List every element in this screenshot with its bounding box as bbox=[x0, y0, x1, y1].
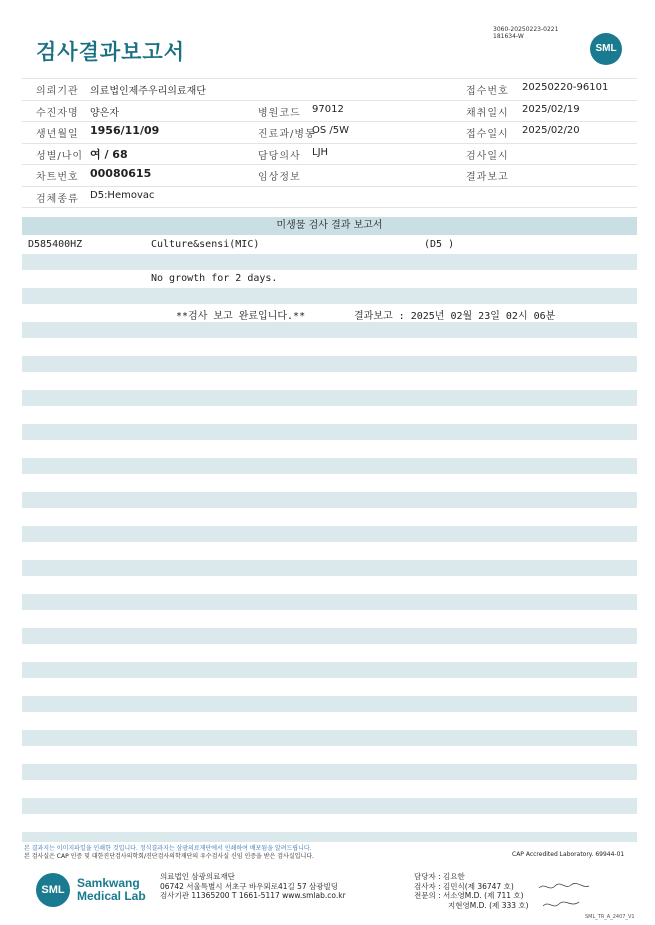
info-value: 97012 bbox=[312, 103, 344, 115]
info-row bbox=[22, 121, 637, 143]
info-label: 접수번호 bbox=[466, 86, 509, 97]
result-text: No growth for 2 days. bbox=[151, 273, 278, 284]
sml-footer-logo-icon: SML bbox=[36, 873, 70, 907]
stripe-row bbox=[22, 696, 637, 712]
info-label: 성별/나이 bbox=[36, 150, 84, 162]
stripe-row bbox=[22, 458, 637, 474]
info-value: 양은자 bbox=[90, 107, 119, 119]
stripe-row bbox=[22, 390, 637, 406]
staff-row bbox=[414, 891, 529, 901]
lab-name bbox=[77, 877, 146, 903]
staff-name: 서소영M.D. (제 711 호) bbox=[443, 891, 524, 900]
info-row bbox=[22, 143, 637, 165]
info-label: 담당의사 bbox=[258, 150, 301, 162]
stripe-row bbox=[22, 764, 637, 780]
info-value: 2025/02/20 bbox=[522, 125, 580, 136]
stripe-row bbox=[22, 492, 637, 508]
stripe-row bbox=[22, 356, 637, 372]
stripe-row bbox=[22, 254, 637, 270]
lab-name-line1: Samkwang bbox=[77, 876, 140, 890]
document-id-line2: 181634-W bbox=[493, 33, 524, 40]
report-title: 검사결과보고서 bbox=[36, 40, 186, 64]
info-label: 의뢰기관 bbox=[36, 86, 79, 97]
staff-name: 김민식(제 36747 호) bbox=[443, 881, 514, 891]
stripe-row bbox=[22, 322, 637, 338]
signature-marks bbox=[537, 880, 593, 914]
test-name: Culture&sensi(MIC) bbox=[151, 239, 260, 250]
document-id-line1: 3060-20250223-0221 bbox=[493, 26, 559, 33]
stripe-row bbox=[22, 288, 637, 304]
info-label: 차트번호 bbox=[36, 172, 79, 183]
info-value: D5:Hemovac bbox=[90, 189, 155, 201]
stripe-row bbox=[22, 662, 637, 678]
info-row bbox=[22, 78, 637, 100]
org-name: 의료법인 삼광의료재단 bbox=[160, 872, 235, 881]
info-label: 채취일시 bbox=[466, 107, 509, 119]
lab-address-block bbox=[160, 872, 346, 901]
info-value: LJH bbox=[312, 146, 329, 158]
contact: 검사기관 11365200 T 1661-5117 www.smlab.co.kr bbox=[160, 891, 346, 900]
staff-role: 담당자 : bbox=[414, 872, 441, 881]
info-value: 00080615 bbox=[90, 167, 152, 180]
stripe-row bbox=[22, 526, 637, 542]
notice-image-print: 본 결과지는 이미지파일을 인쇄한 것입니다. 정식결과지는 삼광의료재단에서 인쇄하여 배포됨을 알려드립니다. bbox=[24, 845, 312, 852]
lab-name-line2: Medical Lab bbox=[77, 889, 146, 903]
signature-2 bbox=[543, 902, 579, 906]
info-value: 20250220-96101 bbox=[522, 82, 609, 93]
staff-role: 전문의 : bbox=[414, 891, 441, 900]
stripe-row bbox=[22, 730, 637, 746]
stripe-row bbox=[22, 628, 637, 644]
stripe-row bbox=[22, 424, 637, 440]
staff-role: 검사자 : bbox=[414, 881, 441, 891]
info-value: 2025/02/19 bbox=[522, 103, 580, 115]
cap-accreditation: CAP Accredited Laboratory. 69944-01 bbox=[512, 851, 625, 858]
report-complete-message: **검사 보고 완료입니다.** bbox=[176, 311, 306, 322]
signature-1 bbox=[539, 883, 589, 888]
info-value: 의료법인제주우리의료재단 bbox=[90, 86, 206, 97]
staff-name: 지현영M.D. (제 333 호) bbox=[448, 900, 529, 910]
patient-info-table bbox=[22, 78, 637, 208]
specimen-tag: (D5 ) bbox=[424, 239, 455, 250]
stripe-row bbox=[22, 798, 637, 814]
info-label: 생년월일 bbox=[36, 129, 79, 140]
info-row bbox=[22, 164, 637, 186]
test-code: D585400HZ bbox=[28, 239, 83, 250]
form-code: SML_TR_A_2407_V1 bbox=[585, 914, 635, 920]
staff-block bbox=[414, 872, 529, 910]
info-value: 1956/11/09 bbox=[90, 124, 160, 137]
info-label: 병원코드 bbox=[258, 107, 301, 119]
section-title: 미생물 검사 결과 보고서 bbox=[22, 217, 637, 235]
staff-row bbox=[414, 882, 529, 892]
info-value: 여 / 68 bbox=[90, 147, 128, 161]
notice-accreditation: 본 검사실은 CAP 인증 및 대한진단검사의학회/진단검사의학재단의 우수검사실 신임 인증을 받은 검사실입니다. bbox=[24, 853, 314, 860]
stripe-row bbox=[22, 594, 637, 610]
info-row bbox=[22, 100, 637, 122]
info-label: 결과보고 bbox=[466, 172, 509, 183]
report-time: 결과보고 : 2025년 02월 23일 02시 06분 bbox=[354, 311, 556, 322]
info-label: 수진자명 bbox=[36, 107, 79, 119]
info-label: 검체종류 bbox=[36, 193, 79, 205]
info-label: 진료과/병동 bbox=[258, 129, 316, 140]
staff-name: 김요한 bbox=[443, 872, 465, 881]
info-row bbox=[22, 186, 637, 209]
address: 06742 서울특별시 서초구 바우뫼로41길 57 삼광빌딩 bbox=[160, 881, 339, 891]
document-id bbox=[493, 26, 558, 40]
stripe-row bbox=[22, 560, 637, 576]
info-label: 접수일시 bbox=[466, 129, 509, 140]
staff-row bbox=[414, 901, 529, 911]
info-value: OS /5W bbox=[312, 125, 350, 136]
stripe-row bbox=[22, 832, 637, 842]
info-label: 임상정보 bbox=[258, 172, 301, 183]
sml-logo: SML bbox=[590, 33, 622, 65]
staff-row bbox=[414, 872, 529, 882]
info-label: 검사일시 bbox=[466, 150, 509, 162]
